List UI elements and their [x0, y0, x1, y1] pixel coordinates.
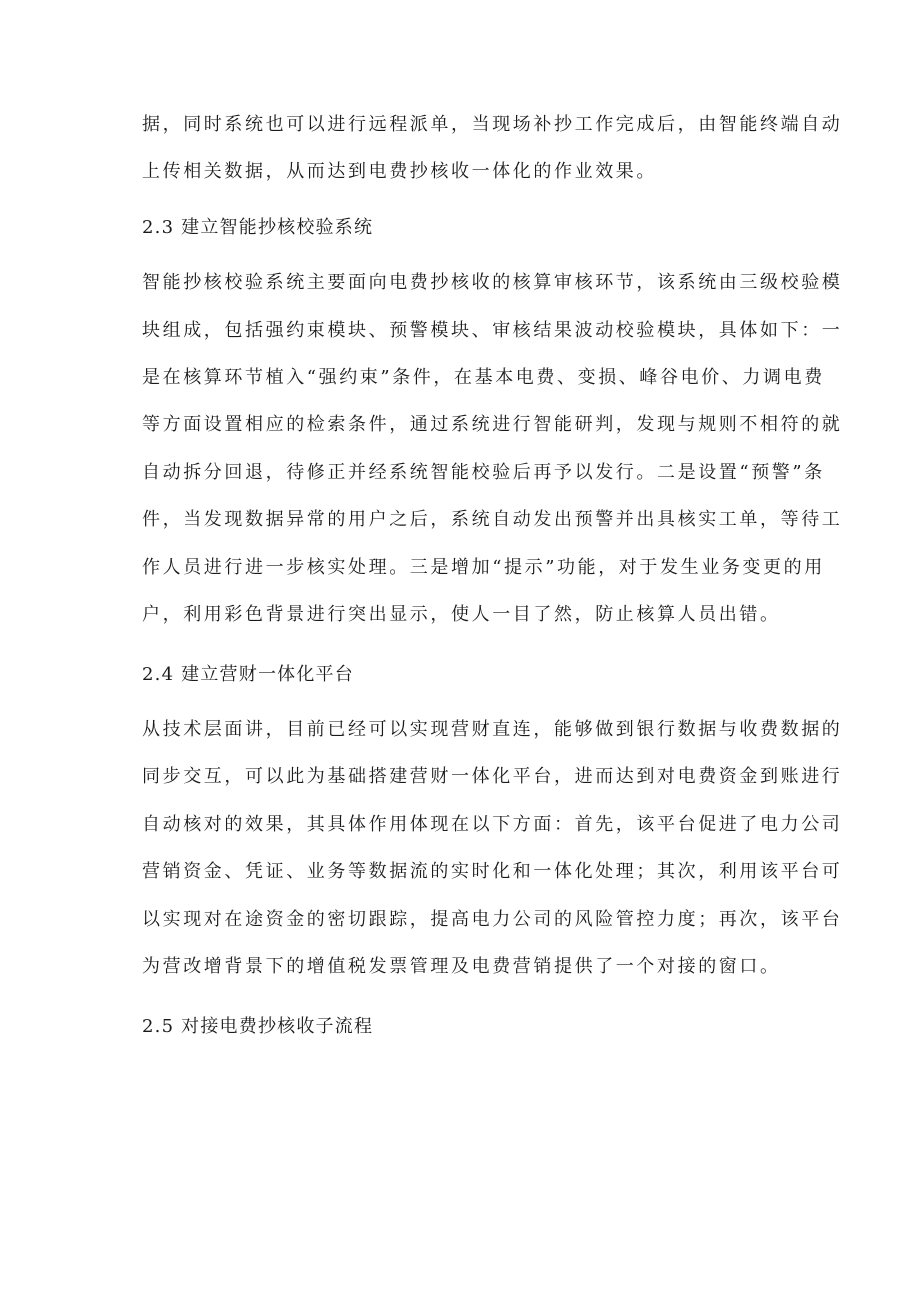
section-heading-2-4: 2.4 建立营财一体化平台: [142, 664, 354, 685]
intro-line-2: 上传相关数据，从而达到电费抄核收一体化的作业效果。: [142, 161, 657, 182]
section-2-3-line-6: 件，当发现数据异常的用户之后，系统自动发出预警并出具核实工单，等待工: [142, 509, 843, 530]
section-2-4-line-5: 以实现对在途资金的密切跟踪，提高电力公司的风险管控力度；再次，该平台: [142, 909, 843, 930]
section-2-4-line-2: 同步交互，可以此为基础搭建营财一体化平台，进而达到对电费资金到账进行: [142, 766, 843, 787]
section-2-3-line-5: 自动拆分回退，待修正并经系统智能校验后再予以发行。二是设置“预警”条: [142, 462, 825, 483]
section-2-4-line-4: 营销资金、凭证、业务等数据流的实时化和一体化处理；其次，利用该平台可: [142, 861, 843, 882]
section-2-4-line-3: 自动核对的效果，其具体作用体现在以下方面：首先，该平台促进了电力公司: [142, 814, 843, 835]
section-2-3-line-1: 智能抄核校验系统主要面向电费抄核收的核算审核环节，该系统由三级校验模: [142, 272, 843, 293]
section-heading-2-5: 2.5 对接电费抄核收子流程: [142, 1016, 374, 1037]
section-heading-2-3: 2.3 建立智能抄核校验系统: [142, 217, 374, 238]
section-2-3-line-2: 块组成，包括强约束模块、预警模块、审核结果波动校验模块，具体如下：一: [142, 320, 843, 341]
section-2-3-line-8: 户，利用彩色背景进行突出显示，使人一目了然，防止核算人员出错。: [142, 604, 781, 625]
section-2-4-line-1: 从技术层面讲，目前已经可以实现营财直连，能够做到银行数据与收费数据的: [142, 719, 843, 740]
section-2-3-line-7: 作人员进行进一步核实处理。三是增加“提示”功能，对于发生业务变更的用: [142, 557, 825, 578]
intro-line-1: 据，同时系统也可以进行远程派单，当现场补抄工作完成后，由智能终端自动: [142, 114, 843, 135]
section-2-4-line-6: 为营改增背景下的增值税发票管理及电费营销提供了一个对接的窗口。: [142, 956, 781, 977]
section-2-3-line-3: 是在核算环节植入“强约束”条件，在基本电费、变损、峰谷电价、力调电费: [142, 367, 825, 388]
section-2-3-line-4: 等方面设置相应的检索条件，通过系统进行智能研判，发现与规则不相符的就: [142, 414, 843, 435]
